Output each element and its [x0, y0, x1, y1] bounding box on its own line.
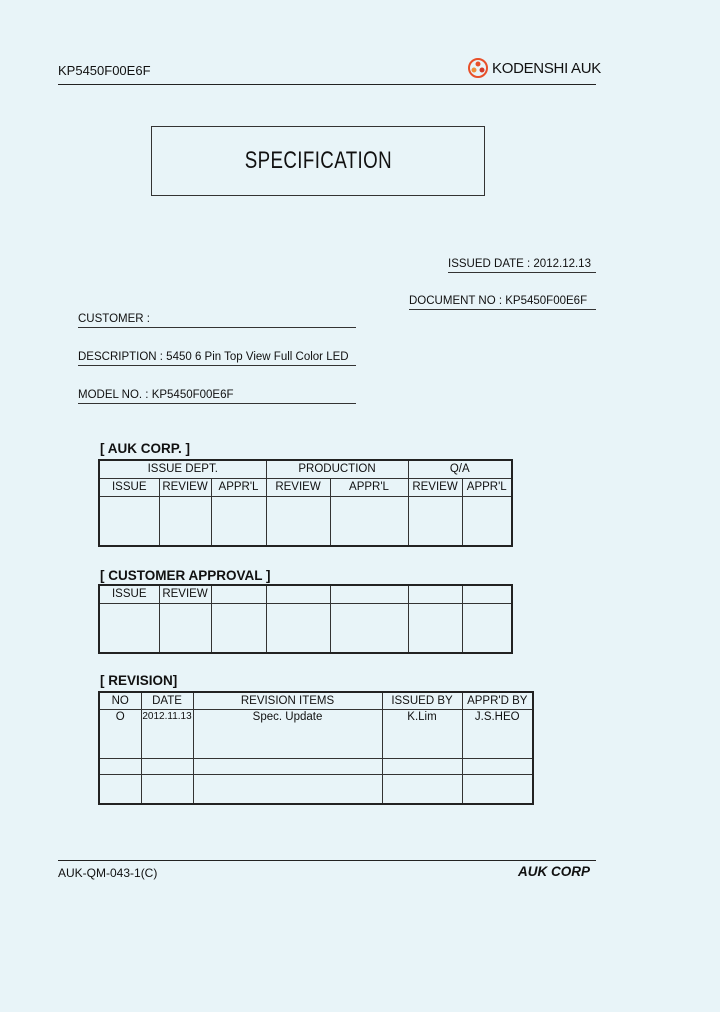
- signature-cell: [99, 603, 159, 653]
- column-header: APPR'L: [462, 478, 512, 496]
- signature-cell: [211, 603, 266, 653]
- revision-issued-by: K.Lim: [382, 709, 462, 758]
- revision-apprd-by: J.S.HEO: [462, 709, 533, 758]
- column-header: ISSUE: [99, 478, 159, 496]
- empty-cell: [462, 774, 533, 804]
- signature-cell: [159, 496, 211, 546]
- column-header-revision-items: REVISION ITEMS: [193, 692, 382, 709]
- column-header: [266, 585, 330, 603]
- column-header: REVIEW: [159, 478, 211, 496]
- column-header: [211, 585, 266, 603]
- column-header-apprd-by: APPR'D BY: [462, 692, 533, 709]
- company-logo: [468, 58, 601, 78]
- signature-cell: [408, 496, 462, 546]
- revision-no: O: [99, 709, 141, 758]
- signature-cell: [99, 496, 159, 546]
- column-header-issued-by: ISSUED BY: [382, 692, 462, 709]
- document-number: DOCUMENT NO : KP5450F00E6F: [409, 295, 596, 310]
- empty-cell: [193, 774, 382, 804]
- signature-cell: [266, 603, 330, 653]
- empty-cell: [382, 758, 462, 774]
- group-qa: Q/A: [408, 460, 512, 478]
- part-code: KP5450F00E6F: [58, 63, 151, 78]
- issued-date: ISSUED DATE : 2012.12.13: [448, 258, 596, 273]
- column-header: [330, 585, 408, 603]
- revision-table: [98, 691, 534, 805]
- kodenshi-flower-logo-icon: [468, 58, 488, 78]
- customer-approval-heading: [ CUSTOMER APPROVAL ]: [100, 568, 271, 583]
- column-header: [462, 585, 512, 603]
- column-header: APPR'L: [330, 478, 408, 496]
- column-header: ISSUE: [99, 585, 159, 603]
- table-row: [99, 774, 533, 804]
- column-header: APPR'L: [211, 478, 266, 496]
- signature-cell: [330, 603, 408, 653]
- empty-cell: [462, 758, 533, 774]
- signature-cell: [159, 603, 211, 653]
- revision-heading: [ REVISION]: [100, 673, 178, 688]
- empty-cell: [141, 758, 193, 774]
- page-title: SPECIFICATION: [244, 147, 392, 174]
- customer-field: CUSTOMER :: [78, 313, 356, 328]
- column-header: REVIEW: [159, 585, 211, 603]
- logo-text: KODENSHI AUK: [492, 59, 601, 77]
- empty-cell: [99, 758, 141, 774]
- model-number-field: MODEL NO. : KP5450F00E6F: [78, 389, 356, 404]
- footer-company: AUK CORP: [518, 864, 591, 879]
- empty-cell: [193, 758, 382, 774]
- group-issue-dept: ISSUE DEPT.: [99, 460, 266, 478]
- description-field: DESCRIPTION : 5450 6 Pin Top View Full Color LED: [78, 351, 356, 366]
- column-header: REVIEW: [408, 478, 462, 496]
- form-code: AUK-QM-043-1(C): [58, 866, 158, 880]
- header-divider: [58, 84, 596, 85]
- column-header-date: DATE: [141, 692, 193, 709]
- revision-items: Spec. Update: [193, 709, 382, 758]
- column-header: [408, 585, 462, 603]
- signature-cell: [462, 603, 512, 653]
- empty-cell: [141, 774, 193, 804]
- auk-approval-table: [98, 459, 513, 547]
- footer-divider: [58, 860, 596, 861]
- signature-cell: [266, 496, 330, 546]
- table-row: [99, 709, 533, 758]
- column-header: REVIEW: [266, 478, 330, 496]
- auk-corp-heading: [ AUK CORP. ]: [100, 441, 191, 456]
- column-header-no: NO: [99, 692, 141, 709]
- customer-approval-table: [98, 584, 513, 654]
- table-row: [99, 758, 533, 774]
- signature-cell: [408, 603, 462, 653]
- empty-cell: [99, 774, 141, 804]
- signature-cell: [462, 496, 512, 546]
- signature-cell: [211, 496, 266, 546]
- title-box: [151, 126, 485, 196]
- revision-date: 2012.11.13: [141, 709, 193, 758]
- empty-cell: [382, 774, 462, 804]
- signature-cell: [330, 496, 408, 546]
- group-production: PRODUCTION: [266, 460, 408, 478]
